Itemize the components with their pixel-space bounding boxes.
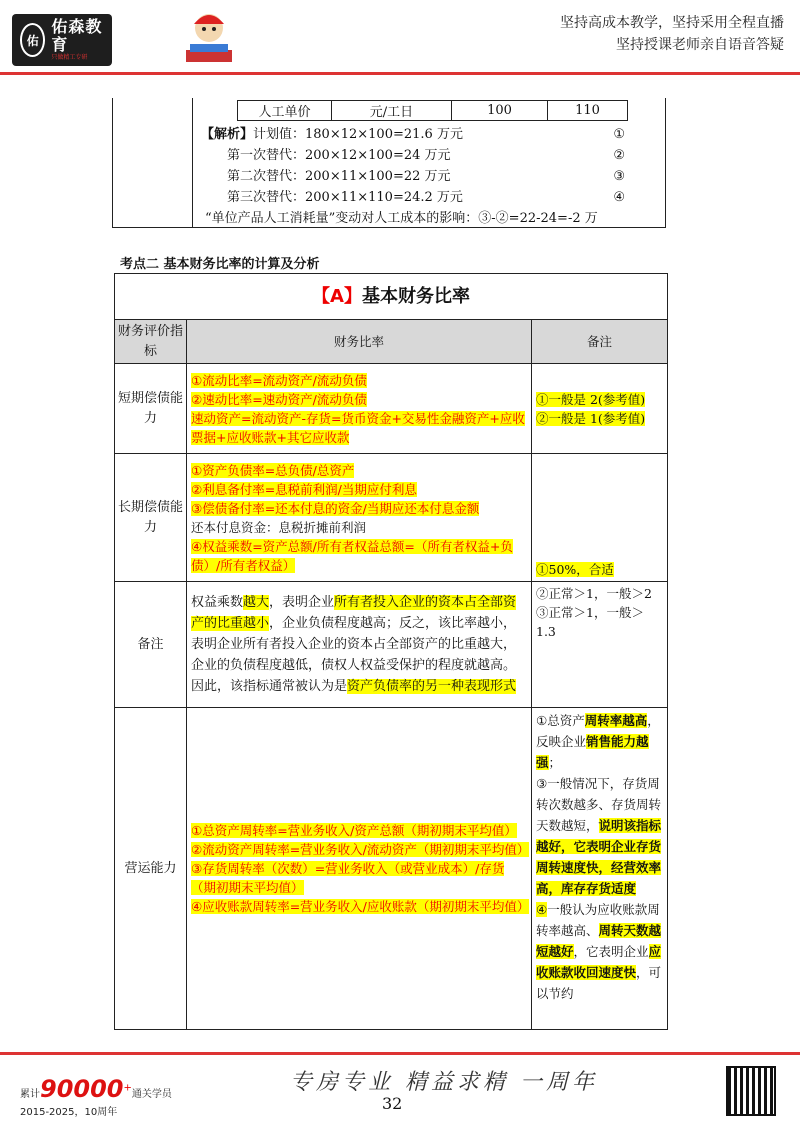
- header-remark: 备注: [532, 320, 668, 364]
- remark-text: [187, 582, 532, 708]
- logo-text: 佑森教育: [51, 17, 103, 54]
- remark-part-d: 所有者投入企业的资本占全部资产的比重越小: [191, 595, 517, 631]
- stats-suffix: 通关学员: [131, 1089, 172, 1100]
- analysis-line-1: 计划值：180×12×100=21.6 万元: [253, 127, 463, 142]
- remark-part-b: 越大: [243, 595, 270, 610]
- row-long-term: [115, 454, 668, 582]
- lt-note-1: ①50%，合适: [536, 562, 614, 577]
- op-note-3e: 应收账款收回速度快: [536, 944, 662, 980]
- fragment-cell-unit: 元/工日: [332, 101, 452, 121]
- handwritten-slogan: 专房专业 精益求精 一周年: [290, 1070, 598, 1095]
- table-title-text: 基本财务比率: [361, 286, 470, 307]
- op-note-1b: 周转率越高: [584, 713, 648, 728]
- header-indicator: 财务评价指标: [115, 320, 187, 364]
- fragment-left-cell: [113, 98, 193, 227]
- op-note-3c: 周转天数越短越好: [536, 923, 662, 959]
- header-slogan: [560, 12, 784, 56]
- op-note-2a: ③一般情况下，存货周转次数越多、存货周转天数越短，: [536, 776, 662, 833]
- footer-divider: [0, 1052, 800, 1055]
- remark-part-f: 资产负债率的另一种表现形式: [347, 679, 517, 694]
- label-short-term: 短期偿债能力: [115, 364, 187, 454]
- fragment-cell-item: 人工单价: [238, 101, 332, 121]
- op-note-3a: ④: [536, 902, 548, 917]
- analysis-conclusion: “单位产品人工消耗量”变动对人工成本的影响：③-②=22-24=-2 万: [205, 211, 598, 226]
- label-long-term: 长期偿债能力: [115, 454, 187, 582]
- st-ratio-1: ①流动比率=流动资产/流动负债: [191, 372, 367, 388]
- financial-ratio-table: [114, 273, 668, 1030]
- table-title: [115, 274, 668, 320]
- analysis-num-4: ④: [613, 190, 625, 205]
- label-remark: 备注: [115, 582, 187, 708]
- analysis-line-4: 第三次替代：200×11×110=24.2 万元: [227, 190, 463, 205]
- operating-notes: [532, 708, 668, 1030]
- brand-logo: [12, 14, 112, 66]
- op-note-3b: 一般认为应收账款周转率越高、: [536, 902, 660, 938]
- slogan-line-1: 坚持高成本教学，坚持采用全程直播: [560, 15, 784, 31]
- logo-subtext: 只做精工专研: [51, 54, 88, 61]
- op-note-1c: ，反映企业: [536, 713, 660, 749]
- qr-code-icon: [726, 1066, 776, 1116]
- analysis-block: [201, 124, 661, 229]
- analysis-line-2: 第一次替代：200×12×100=24 万元: [227, 148, 451, 163]
- lt-ratio-3: ③偿债备付率=还本付息的资金/当期应还本付息金额: [191, 500, 480, 516]
- mascot-icon: [180, 8, 238, 66]
- remark-part-a: 权益乘数: [191, 595, 244, 610]
- analysis-label: 【解析】: [201, 127, 254, 142]
- lt-note-3: ③正常＞1，一般＞1.3: [536, 605, 644, 639]
- op-note-3f: ，可以节约: [536, 965, 662, 1001]
- op-ratio-3: ③存货周转率（次数）=营业务收入（或营业成本）/存货（期初期末平均值）: [191, 861, 505, 895]
- fragment-cell-plan: 100: [452, 101, 548, 121]
- stats-plus: +: [123, 1082, 132, 1094]
- header-divider: [0, 72, 800, 75]
- stats-count: 90000: [40, 1075, 124, 1103]
- table-title-tag: 【A】: [312, 286, 362, 307]
- lt-ratio-2: ②利息备付率=息税前利润/当期应付利息: [191, 481, 417, 497]
- st-ratio-3: 速动资产=流动资产-存货=货币资金+交易性金融资产+应收票据+应收账款+其它应收款: [191, 410, 525, 445]
- op-note-2b: 说明该指标越好，它表明企业存货周转速度快，经营效率高，库存存货适度: [536, 818, 662, 896]
- page-number: 32: [382, 1094, 403, 1113]
- lt-ratio-4: 还本付息资金：息税折摊前利润: [191, 519, 367, 535]
- labor-price-row: [237, 100, 628, 121]
- op-note-1e: ；: [548, 755, 562, 770]
- op-note-1a: ①总资产: [536, 713, 585, 728]
- label-operating: 营运能力: [115, 708, 187, 1030]
- stats-years: 2015-2025，10周年: [20, 1107, 118, 1118]
- fragment-cell-actual: 110: [548, 101, 628, 121]
- header-ratio: 财务比率: [187, 320, 532, 364]
- analysis-num-1: ①: [613, 127, 625, 142]
- lt-ratio-1: ①资产负债率=总负债/总资产: [191, 462, 355, 478]
- op-note-1d: 销售能力越强: [536, 734, 649, 770]
- st-ratio-2: ②速动比率=速动资产/流动负债: [191, 391, 367, 407]
- previous-table-fragment: [112, 98, 666, 228]
- analysis-num-3: ③: [613, 169, 625, 184]
- op-note-3d: ，它表明企业: [573, 944, 649, 959]
- lt-note-2: ②正常＞1，一般＞2: [536, 586, 652, 601]
- analysis-num-2: ②: [613, 148, 625, 163]
- remark-part-c: ，表明企业: [269, 595, 335, 610]
- st-note-1: ①一般是 2(参考值): [536, 391, 646, 407]
- op-ratio-4: ④应收账款周转率=营业务收入/应收账款（期初期末平均值）: [191, 899, 530, 914]
- row-operating: [115, 708, 668, 1030]
- row-short-term: [115, 364, 668, 454]
- stats-prefix: 累计: [20, 1089, 40, 1100]
- st-note-2: ②一般是 1(参考值): [536, 410, 646, 426]
- row-remark: [115, 582, 668, 708]
- remark-part-e: ，企业负债程度越高；反之，该比率越小，表明企业所有者投入企业的资本占全部资产的比重越大，企业的负债程度越低，债权人权益受保护的程度就越高。因此，该指标通常被认为是: [191, 616, 517, 694]
- logo-emblem-icon: 佑: [20, 23, 45, 57]
- footer-stats: [20, 1075, 172, 1118]
- section-title: 考点二 基本财务比率的计算及分析: [120, 257, 320, 272]
- slogan-line-2: 坚持授课老师亲自语音答疑: [616, 37, 784, 53]
- op-ratio-1: ①总资产周转率=营业务收入/资产总额（期初期末平均值）: [191, 823, 517, 838]
- op-ratio-2: ②流动资产周转率=营业务收入/流动资产（期初期末平均值）: [191, 842, 530, 857]
- analysis-line-3: 第二次替代：200×11×100=22 万元: [227, 169, 451, 184]
- lt-ratio-5: ④权益乘数=资产总额/所有者权益总额=（所有者权益+负债）/所有者权益）: [191, 538, 513, 573]
